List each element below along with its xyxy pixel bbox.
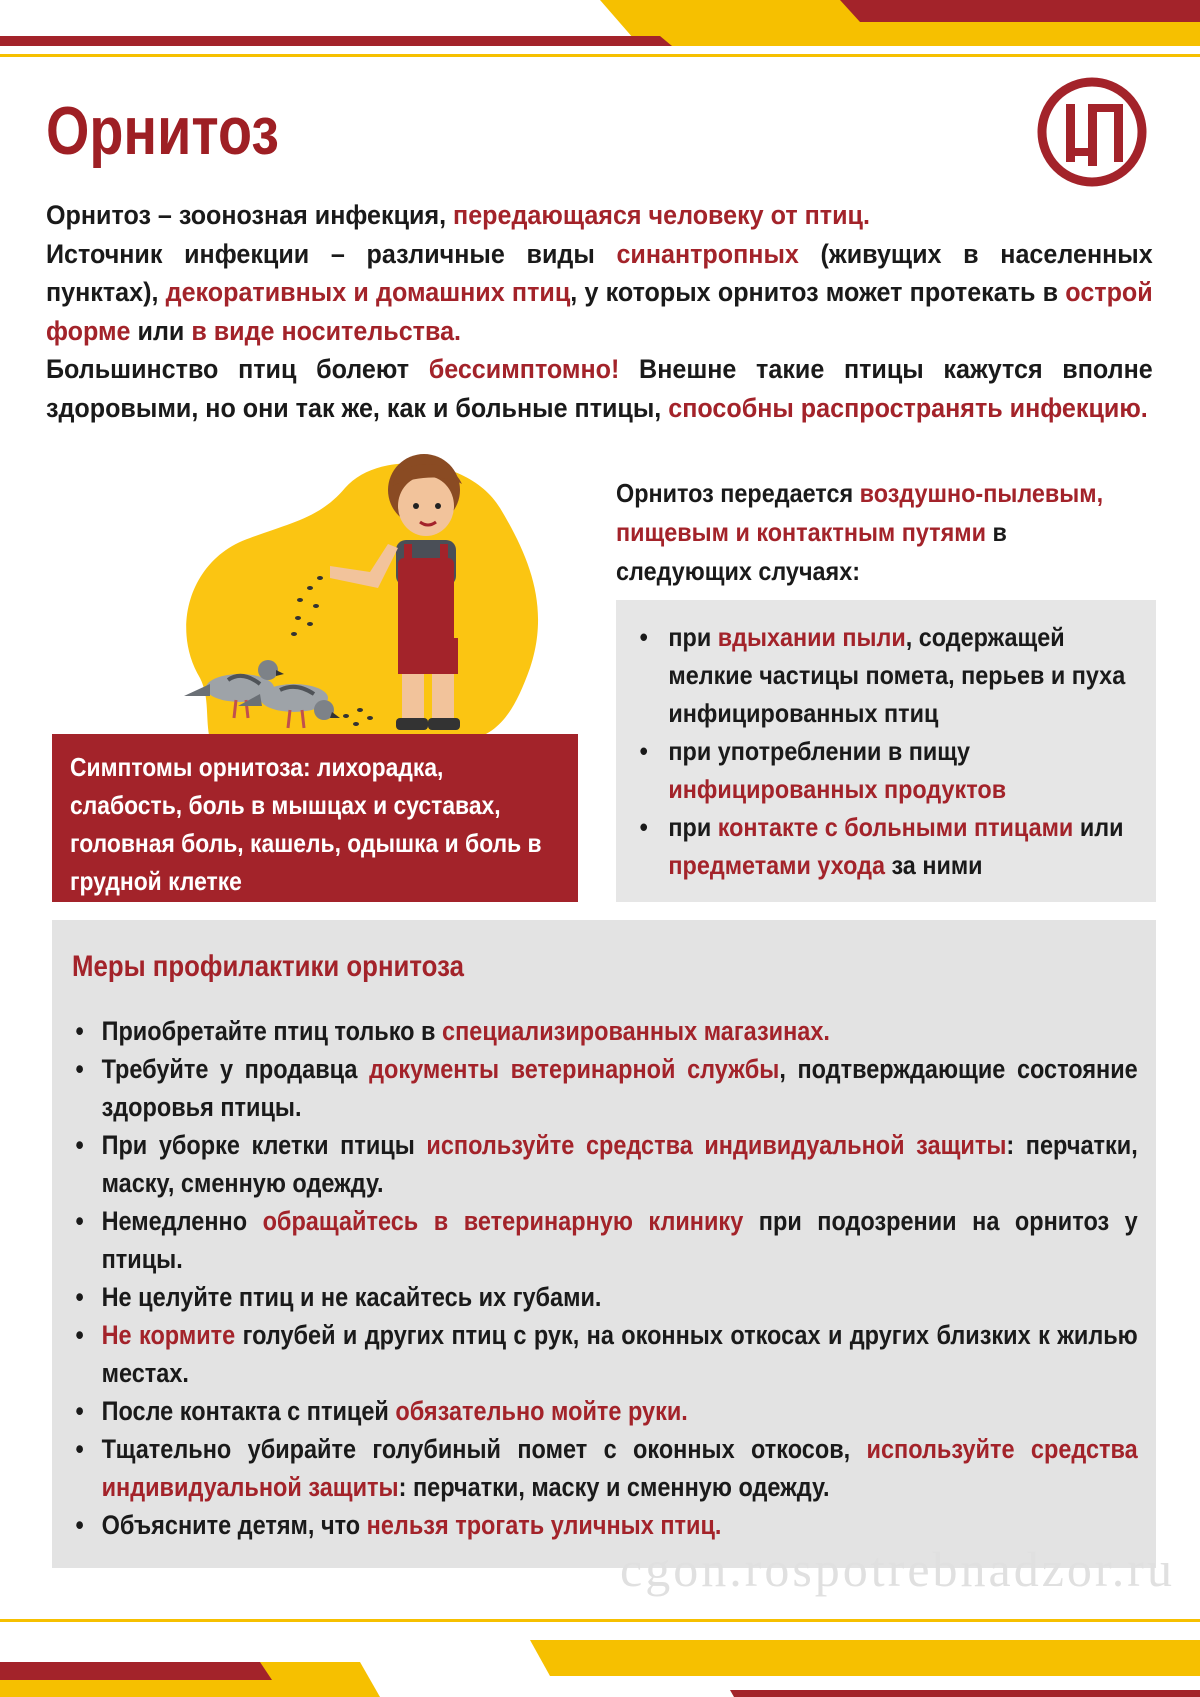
website-watermark: cgon.rospotrebnadzor.ru: [620, 1541, 1175, 1597]
list-item: • Не целуйте птиц и не касайтесь их губами.: [72, 1278, 1138, 1316]
transmission-text: Орнитоз передается воздушно-пылевым, пищевым и контактным путями в следующих случаях:: [616, 478, 1104, 586]
list-item: • Немедленно обращайтесь в ветеринарную клинику при подозрении на орнитоз у птицы.: [72, 1202, 1138, 1278]
page-title: Орнитоз: [46, 93, 280, 169]
list-item: • При уборке клетки птицы используйте средства индивидуальной защиты: перчатки, маску, сменную одежду.: [72, 1126, 1138, 1202]
symptoms-text: Симптомы орнитоза: лихорадка, слабость, боль в мышцах и суставах, головная боль, кашель, одышка и боль в грудной клетке: [70, 752, 542, 896]
bottom-decorative-stripes: [0, 1616, 1200, 1697]
prevention-list: [72, 1012, 1138, 1544]
prevention-title: Меры профилактики орнитоза: [72, 950, 464, 983]
intro-paragraph-2: Источник инфекции – различные виды синантропных (живущих в населенных пунктах), декоративных и домашних птиц, у которых орнитоз может протекать в острой форме или в виде носительства.: [46, 238, 1153, 346]
transmission-ways-list: [636, 618, 1140, 884]
list-item: • Тщательно убирайте голубиный помет с оконных откосов, используйте средства индивидуальной защиты: перчатки, маску и сменную одежду.: [72, 1430, 1138, 1506]
list-item: • Не кормите голубей и других птиц с рук, на оконных откосах и других близких к жилью местах.: [72, 1316, 1138, 1392]
rospotrebnadzor-logo-icon: [1036, 76, 1148, 188]
list-item: • Объясните детям, что нельзя трогать уличных птиц.: [72, 1506, 1138, 1544]
intro-text: [46, 196, 1153, 427]
list-item: • Требуйте у продавца документы ветеринарной службы, подтверждающие состояние здоровья птицы.: [72, 1050, 1138, 1126]
top-decorative-stripes: [0, 0, 1200, 62]
intro-paragraph-1: Орнитоз – зоонозная инфекция, передающаяся человеку от птиц.: [46, 200, 870, 230]
intro-paragraph-3: Большинство птиц болеют бессимптомно! Внешне такие птицы кажутся вполне здоровыми, но они так же, как и больные птицы, способны распространять инфекцию.: [46, 354, 1153, 423]
list-item: • при контакте с больными птицами или предметами ухода за ними: [636, 808, 1140, 884]
list-item: • при употреблении в пищу инфицированных продуктов: [636, 732, 1140, 808]
list-item: • После контакта с птицей обязательно мойте руки.: [72, 1392, 1138, 1430]
list-item: • Приобретайте птиц только в специализированных магазинах.: [72, 1012, 1138, 1050]
list-item: • при вдыхании пыли, содержащей мелкие частицы помета, перьев и пуха инфицированных птиц: [636, 618, 1140, 732]
boy-feeding-pigeons-illustration-icon: [170, 448, 580, 740]
